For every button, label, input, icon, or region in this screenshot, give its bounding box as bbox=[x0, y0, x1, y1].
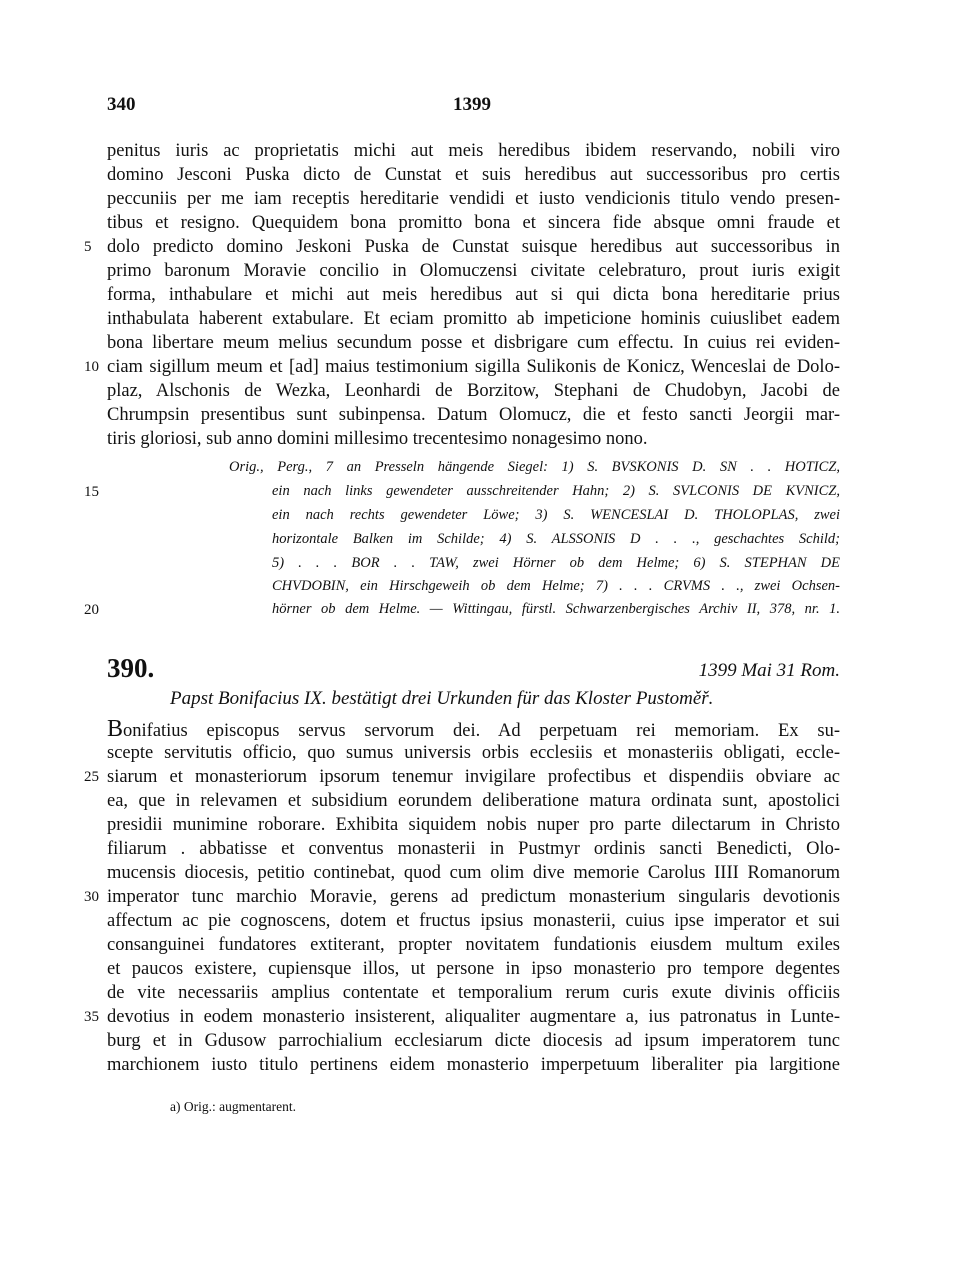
text-line: inthabulata haberent extabulare. Et eciam promitto ab impeticione hominis cuiuslibet eadem bbox=[107, 309, 840, 329]
footnote: a) Orig.: augmentarent. bbox=[170, 1099, 296, 1114]
text-line: primo baronum Moravie concilio in Olomuczensi civitate celebraturo, prout iuris exigit bbox=[107, 261, 840, 281]
text-line: ea, que in relevamen et subsidium eorundem deliberatione matura ordinata sunt, apostolici bbox=[107, 791, 840, 811]
text-line: tibus et resigno. Quequidem bona promitto bona et sincera fide absque omni fraude et bbox=[107, 213, 840, 233]
text-line: dolo predicto domino Jeskoni Puska de Cunstat suisque heredibus aut successoribus in bbox=[107, 237, 840, 257]
text-line: forma, inthabulare et michi aut meis heredibus aut si qui dicta bona hereditarie prius bbox=[107, 285, 840, 305]
page-header bbox=[107, 94, 840, 118]
text-line: marchionem iusto titulo pertinens eidem monasterio imperpetuum liberaliter pia largitione bbox=[107, 1055, 840, 1075]
text-line: plaz, Alschonis de Wezka, Leonhardi de Borzitow, Stephani de Chudobyn, Jacobi de bbox=[107, 381, 840, 401]
page-number: 340 bbox=[107, 94, 136, 115]
text-line: domino Jesconi Puska dicto de Cunstat et suis heredibus aut successoribus pro certis bbox=[107, 165, 840, 185]
text-line: imperator tunc marchio Moravie, gerens ad predictum monasterium singularis devotionis bbox=[107, 887, 840, 907]
seal-note-line: 5) . . . BOR . . TAW, zwei Hörner ob dem Helme; 6) S. STEPHAN DE bbox=[272, 555, 840, 571]
text-line: filiarum . abbatisse et conventus monasterii in Pustmyr ordinis sancti Benedicti, Olo- bbox=[107, 839, 840, 859]
text-line: bona libertare meum melius secundum posse et disbrigare cum effectu. In cuius rei eviden- bbox=[107, 333, 840, 353]
document-date: 1399 Mai 31 Rom. bbox=[698, 660, 840, 681]
text-line: tiris gloriosi, sub anno domini millesimo trecentesimo nonagesimo nono. bbox=[107, 429, 648, 449]
text-line: affectum ac pie cognoscens, dotem et fructus ipsius monasterii, cuius ipse imperator et sui bbox=[107, 911, 840, 931]
text-line: burg et in Gdusow parrochialium ecclesiarum dicte diocesis ad ipsum imperatorem tunc bbox=[107, 1031, 840, 1051]
first-line-text: onifatius episcopus servus servorum dei. Ad perpetuam rei memoriam. Ex su- bbox=[123, 721, 840, 741]
seal-note-line: horizontale Balken im Schilde; 4) S. ALSSONIS D . . ., geschachtes Schild; bbox=[272, 531, 840, 547]
seal-note-line: hörner ob dem Helme. — Wittingau, fürstl. Schwarzenbergisches Archiv II, 378, nr. 1. bbox=[272, 601, 840, 617]
text-line: mucensis diocesis, petitio continebat, quod cum olim dive memorie Carolus IIII Romanorum bbox=[107, 863, 840, 883]
line-number: 15 bbox=[84, 484, 99, 500]
seal-note-line: CHVDOBIN, ein Hirschgeweih ob dem Helme; 7) . . . CRVMS . ., zwei Ochsen- bbox=[272, 578, 840, 594]
line-number: 25 bbox=[84, 769, 99, 785]
text-line: scepte servitutis officio, quo sumus universis orbis ecclesiis et monasteriis obligati, eccle- bbox=[107, 743, 840, 763]
text-line: presidii munimine roborare. Exhibita siquidem nobis nuper pro parte dilectarum in Christo bbox=[107, 815, 840, 835]
text-line: ciam sigillum meum et [ad] maius testimonium sigilla Sulikonis de Konicz, Wenceslai de Dolo- bbox=[107, 357, 840, 377]
text-line: penitus iuris ac proprietatis michi aut meis heredibus ibidem reservando, nobili viro bbox=[107, 141, 840, 161]
text-line: siarum et monasteriorum ipsorum tenemur invigilare profectibus et dispendiis obviare ac bbox=[107, 767, 840, 787]
text-line: Chrumpsin presentibus sunt subinpensa. Datum Olomucz, die et festo sancti Jeorgii mar- bbox=[107, 405, 840, 425]
line-number: 5 bbox=[84, 239, 92, 255]
text-line-first bbox=[107, 717, 840, 741]
seal-note-line: ein nach links gewendeter ausschreitender Hahn; 2) S. SVLCONIS DE KVNICZ, bbox=[272, 483, 840, 499]
line-number: 20 bbox=[84, 602, 99, 618]
document-number: 390. bbox=[107, 653, 155, 683]
seal-note-lead: Orig., Perg., 7 an Presseln hängende Siegel: 1) S. BVSKONIS D. SN . . HOTICZ, bbox=[229, 459, 840, 475]
running-year: 1399 bbox=[453, 94, 491, 115]
line-number: 30 bbox=[84, 889, 99, 905]
text-line: devotius in eodem monasterio insisterent, aliqualiter augmentare a, ius patronatus in Lunte- bbox=[107, 1007, 840, 1027]
text-line: consanguinei fundatores extiterant, propter novitatem fundationis eiusdem multum exiles bbox=[107, 935, 840, 955]
seal-note-line: ein nach rechts gewendeter Löwe; 3) S. WENCESLAI D. THOLOPLAS, zwei bbox=[272, 507, 840, 523]
text-line: peccuniis per me iam receptis hereditarie vendidi et iusto vendicionis titulo vendo presen- bbox=[107, 189, 840, 209]
text-line: et paucos existere, cupiensque illos, ut persone in ipso monasterio pro tempore degentes bbox=[107, 959, 840, 979]
line-number: 35 bbox=[84, 1009, 99, 1025]
line-number: 10 bbox=[84, 359, 99, 375]
initial-letter: B bbox=[107, 716, 124, 742]
document-title: Papst Bonifacius IX. bestätigt drei Urkunden für das Kloster Pustoměř. bbox=[170, 688, 714, 709]
text-line: de vite necessariis amplius contentate et temporalium rerum curis exute divinis officiis bbox=[107, 983, 840, 1003]
